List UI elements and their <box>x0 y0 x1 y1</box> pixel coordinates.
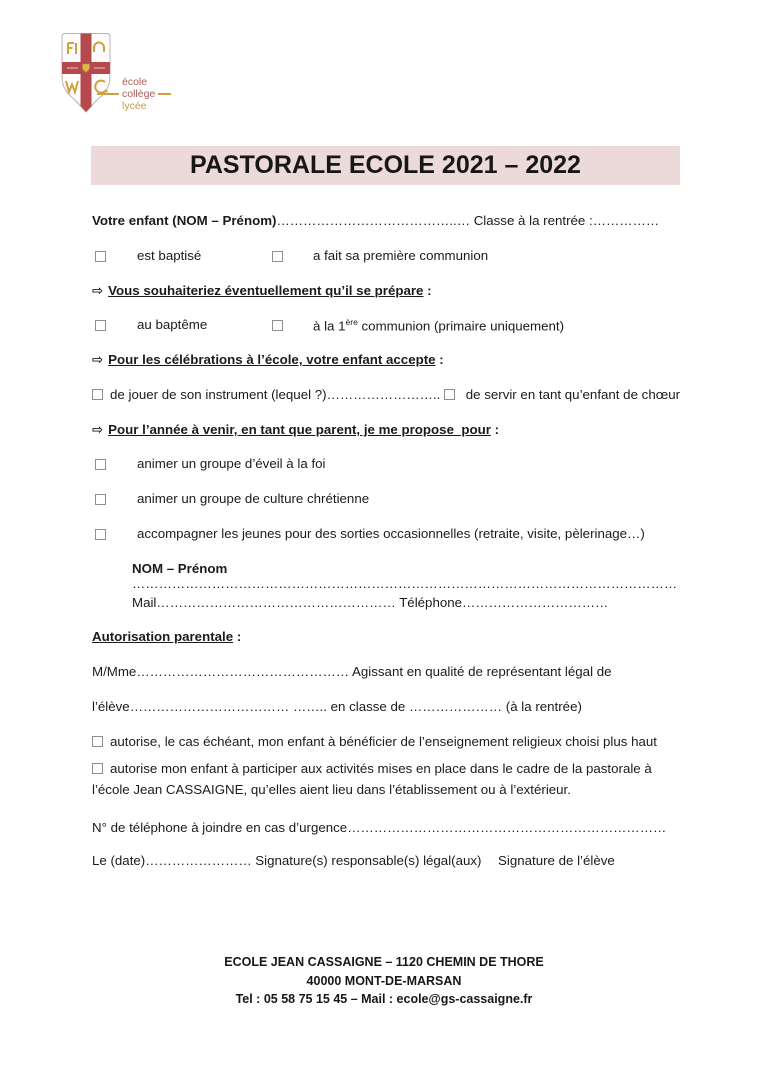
checkbox-groupe-eveil[interactable] <box>95 459 106 470</box>
checkbox-premiere-communion[interactable] <box>272 251 283 262</box>
baptism-option2-label: a fait sa première communion <box>313 248 489 263</box>
footer-contact-line: Tel : 05 58 75 15 45 – Mail : ecole@gs-cassaigne.fr <box>235 992 533 1006</box>
school-footer <box>0 953 768 1009</box>
class-field-dots[interactable]: …………… <box>592 213 660 228</box>
celebration-heading-colon: : <box>435 352 444 367</box>
class-of-label: …….. en classe de <box>289 699 409 714</box>
volunteer-option-row <box>92 526 682 544</box>
mail-field-dots[interactable]: ……………………………………………… <box>156 595 396 610</box>
volunteer-heading-row <box>92 422 682 440</box>
choir-label: de servir en tant qu’enfant de chœur <box>462 387 681 402</box>
volunteer-option3-label: accompagner les jeunes pour des sorties occasionnelles (retraite, visite, pèlerinage…) <box>137 526 645 541</box>
volunteer-option1-label: animer un groupe d’éveil à la foi <box>137 456 326 471</box>
consent1-row <box>92 734 682 752</box>
emergency-phone-line <box>92 820 682 838</box>
footer-address-line1: ECOLE JEAN CASSAIGNE – 1120 CHEMIN DE THORE <box>224 955 544 969</box>
emergency-phone-label: N° de téléphone à joindre en cas d’urgence <box>92 820 348 835</box>
mail-label: Mail <box>132 595 157 610</box>
class-of-field-dots[interactable]: ………………… <box>409 699 503 714</box>
instrument-field-dots[interactable]: …………………….. <box>326 387 441 402</box>
student-label: l’élève <box>92 699 130 714</box>
guardian-label: M/Mme <box>92 664 137 679</box>
logo-dash-left <box>97 93 119 95</box>
logo-word-lycee: lycée <box>122 100 147 112</box>
school-logo <box>60 32 210 124</box>
checkbox-autorise-activites[interactable] <box>92 763 103 774</box>
authorization-heading: Autorisation parentale <box>92 629 234 644</box>
phone-field-dots[interactable]: …………………………… <box>462 595 609 610</box>
authorization-heading-colon: : <box>233 629 242 644</box>
consent1-text: autorise, le cas échéant, mon enfant à bénéficier de l’enseignement religieux choisi plus haut <box>110 734 657 749</box>
guardian-field-dots[interactable]: ………………………………………… <box>136 664 350 679</box>
child-name-label: Votre enfant (NOM – Prénom) <box>92 213 277 228</box>
consent2-text: autorise mon enfant à participer aux activités mises en place dans le cadre de la pastorale à l’école Jean CASSAIGNE, qu’elles aient lieu dans l’établissement ou à l’extérieur. <box>92 761 656 797</box>
ordinal-superscript: ère <box>345 317 358 327</box>
parent-contact-line <box>92 595 722 613</box>
prepare-options-row <box>92 317 682 335</box>
date-label: Le (date) <box>92 853 146 868</box>
title-band <box>91 146 680 185</box>
arrow-icon: ⇨ <box>92 283 104 298</box>
parent-name-line <box>92 561 722 591</box>
guardian-name-line <box>92 664 682 682</box>
volunteer-option-row <box>92 456 682 474</box>
student-signature-label: Signature de l’élève <box>498 853 615 868</box>
celebration-heading: Pour les célébrations à l’école, votre enfant accepte <box>108 352 436 367</box>
checkbox-culture-chretienne[interactable] <box>95 494 106 505</box>
prepare-heading: Vous souhaiteriez éventuellement qu’il se prépare <box>108 283 424 298</box>
checkbox-est-baptise[interactable] <box>95 251 106 262</box>
prepare-option1-label: au baptême <box>137 317 208 332</box>
logo-word-college: collège <box>122 88 156 100</box>
footer-address-line2: 40000 MONT-DE-MARSAN <box>306 973 462 988</box>
arrow-icon: ⇨ <box>92 352 104 367</box>
checkbox-enfant-de-choeur[interactable] <box>444 389 455 400</box>
volunteer-option-row <box>92 491 682 509</box>
celebration-options-row <box>92 387 682 405</box>
date-signature-line <box>92 853 682 871</box>
date-field-dots[interactable]: …………………… <box>145 853 252 868</box>
guardian-role-text: Agissant en qualité de représentant légal de <box>349 664 612 679</box>
parent-name-field-dots[interactable]: …………………………………………………………………………………………………………… <box>132 576 678 591</box>
prepare-heading-colon: : <box>423 283 432 298</box>
parent-name-label: NOM – Prénom <box>132 561 232 576</box>
checkbox-accompagner-sorties[interactable] <box>95 529 106 540</box>
logo-wordmark <box>97 76 171 112</box>
volunteer-heading: Pour l’année à venir, en tant que parent, je me propose pour <box>108 422 491 437</box>
checkbox-instrument[interactable] <box>92 389 103 400</box>
consent2-paragraph <box>92 758 688 800</box>
phone-label: Téléphone <box>395 595 463 610</box>
authorization-heading-row <box>92 629 682 647</box>
class-of-suffix: (à la rentrée) <box>502 699 582 714</box>
student-field-dots[interactable]: ……………………………… <box>129 699 290 714</box>
checkbox-autorise-enseignement[interactable] <box>92 736 103 747</box>
arrow-icon: ⇨ <box>92 422 104 437</box>
prepare-heading-row <box>92 283 682 301</box>
emergency-phone-field-dots[interactable]: ……………………………………………………………… <box>347 820 667 835</box>
logo-dash-right <box>158 93 171 95</box>
baptism-options-row <box>92 248 682 266</box>
child-name-line <box>92 213 682 231</box>
student-line <box>92 699 682 717</box>
instrument-label: de jouer de son instrument (lequel ?) <box>110 387 327 402</box>
guardian-signature-label: Signature(s) responsable(s) légal(aux) <box>251 853 482 868</box>
checkbox-premiere-communion-prepare[interactable] <box>272 320 283 331</box>
baptism-option1-label: est baptisé <box>137 248 202 263</box>
volunteer-option2-label: animer un groupe de culture chrétienne <box>137 491 370 506</box>
checkbox-bapteme[interactable] <box>95 320 106 331</box>
class-label: Classe à la rentrée : <box>470 213 593 228</box>
celebration-heading-row <box>92 352 682 370</box>
volunteer-heading-colon: : <box>490 422 500 437</box>
child-name-field-dots[interactable]: …………………………………..… <box>276 213 470 228</box>
prepare-option2-label: à la 1ère communion (primaire uniquement) <box>313 317 565 334</box>
page-title: PASTORALE ECOLE 2021 – 2022 <box>190 151 581 179</box>
logo-word-ecole: école <box>122 76 148 88</box>
